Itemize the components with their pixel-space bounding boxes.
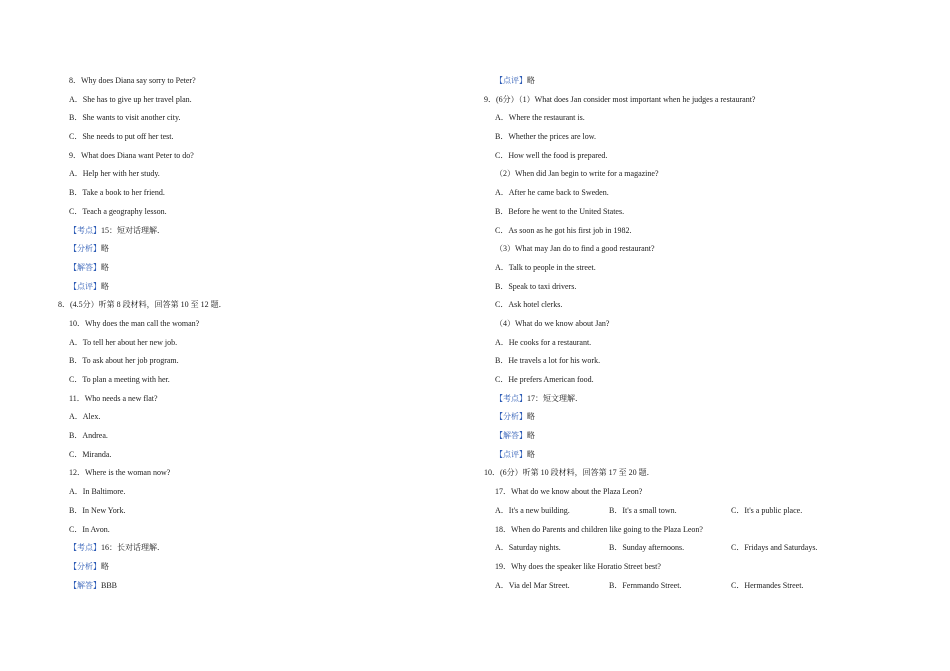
line-text: （4）What do we know about Jan? <box>495 318 610 328</box>
line-text: 17．What do we know about the Plaza Leon? <box>495 487 643 497</box>
line-text: 8．(4.5分）听第 8 段材料，回答第 10 至 12 题． <box>58 300 227 310</box>
line-text: A．To tell her about her new job. <box>69 337 178 347</box>
annotation-line <box>484 72 904 91</box>
line-text: B．To ask about her job program. <box>69 356 179 366</box>
answer-options-row <box>484 577 904 596</box>
line-text: C．In Avon. <box>69 524 110 534</box>
line-text: 9．What does Diana want Peter to do? <box>69 150 194 160</box>
answer-options-row <box>484 539 904 558</box>
question-line <box>58 408 458 427</box>
line-text: B．He travels a lot for his work. <box>495 356 601 366</box>
question-line <box>484 109 904 128</box>
line-text: （2）When did Jan begin to write for a magazine? <box>495 169 659 179</box>
question-line <box>484 315 904 334</box>
question-line <box>484 203 904 222</box>
line-text: 12．Where is the woman now? <box>69 468 171 478</box>
question-line <box>58 203 458 222</box>
line-text: 18．When do Parents and children like going to the Plaza Leon? <box>495 524 703 534</box>
question-line <box>484 296 904 315</box>
question-line <box>484 128 904 147</box>
question-line <box>484 184 904 203</box>
question-line <box>58 334 458 353</box>
line-text: 10．Why does the man call the woman? <box>69 318 200 328</box>
annotation-line <box>58 558 458 577</box>
question-line <box>484 558 904 577</box>
line-text: 9．(6分）（1）What does Jan consider most important when he judges a restaurant? <box>484 94 756 104</box>
answer-option: A．It's a new building. <box>495 505 570 515</box>
question-line <box>58 483 458 502</box>
annotation-tag: 【分析】 <box>69 244 101 254</box>
question-line <box>484 278 904 297</box>
line-text: A．In Baltimore. <box>69 487 126 497</box>
question-line <box>484 483 904 502</box>
right-column <box>484 72 904 595</box>
question-line <box>484 240 904 259</box>
line-text: （3）What may Jan do to find a good restaurant? <box>495 244 655 254</box>
question-line <box>484 352 904 371</box>
annotation-tag: 【考点】 <box>69 543 101 553</box>
line-text: 略 <box>101 244 109 254</box>
annotation-tag: 【解答】 <box>495 431 527 441</box>
annotation-tag: 【点评】 <box>495 76 527 85</box>
annotation-line <box>484 446 904 465</box>
question-line <box>58 91 458 110</box>
annotation-line <box>58 539 458 558</box>
annotation-tag: 【分析】 <box>69 561 101 571</box>
line-text: A．He cooks for a restaurant. <box>495 337 592 347</box>
line-text: 略 <box>527 412 535 422</box>
line-text: 19．Why does the speaker like Horatio Street best? <box>495 561 661 571</box>
question-line <box>484 147 904 166</box>
annotation-line <box>484 390 904 409</box>
answer-option: C．Fridays and Saturdays. <box>731 543 818 553</box>
answer-option: B．Sunday afternoons. <box>609 543 685 553</box>
annotation-tag: 【解答】 <box>69 580 101 590</box>
line-text: A．Alex. <box>69 412 101 422</box>
annotation-tag: 【考点】 <box>495 393 527 403</box>
line-text: 11．Who needs a new flat? <box>69 393 158 403</box>
question-line <box>58 315 458 334</box>
line-text: 略 <box>527 76 535 85</box>
answer-option: B．Fernmando Street. <box>609 580 682 590</box>
answer-option: C．Hermandes Street. <box>731 580 804 590</box>
line-text: A．Help her with her study. <box>69 169 160 179</box>
question-line <box>484 371 904 390</box>
line-text: C．Ask hotel clerks. <box>495 300 563 310</box>
question-line <box>58 109 458 128</box>
question-line <box>484 334 904 353</box>
annotation-line <box>58 577 458 596</box>
line-text: 略 <box>101 262 109 272</box>
answer-option: C．It's a public place. <box>731 505 803 515</box>
line-text: B．In New York. <box>69 505 126 515</box>
annotation-line <box>484 408 904 427</box>
line-text: 15：短对话理解． <box>101 225 165 235</box>
line-text: A．Where the restaurant is. <box>495 113 585 123</box>
annotation-tag: 【分析】 <box>495 412 527 422</box>
line-text: B．Speak to taxi drivers. <box>495 281 577 291</box>
annotation-tag: 【解答】 <box>69 262 101 272</box>
line-text: BBB <box>101 580 118 590</box>
question-line <box>58 371 458 390</box>
question-line <box>484 165 904 184</box>
line-text: C．As soon as he got his first job in 1982. <box>495 225 632 235</box>
annotation-line <box>484 427 904 446</box>
question-line <box>58 390 458 409</box>
line-text: C．Miranda. <box>69 449 112 459</box>
question-line <box>58 521 458 540</box>
annotation-line <box>58 222 458 241</box>
annotation-line <box>58 278 458 297</box>
question-line <box>58 446 458 465</box>
section-heading <box>484 91 904 110</box>
line-text: A．After he came back to Sweden. <box>495 188 609 198</box>
line-text: 略 <box>101 281 109 291</box>
line-text: B．Take a book to her friend. <box>69 188 165 198</box>
answer-options-row <box>484 502 904 521</box>
line-text: C．She needs to put off her test. <box>69 132 174 142</box>
line-text: C．How well the food is prepared. <box>495 150 608 160</box>
line-text: C．He prefers American food. <box>495 375 594 384</box>
question-line <box>484 521 904 540</box>
answer-option: A．Saturday nights. <box>495 543 561 553</box>
line-text: A．She has to give up her travel plan. <box>69 94 192 104</box>
line-text: B．Whether the prices are low. <box>495 132 596 142</box>
line-text: C．To plan a meeting with her. <box>69 375 170 384</box>
question-line <box>58 352 458 371</box>
line-text: B．She wants to visit another city. <box>69 113 181 123</box>
question-line <box>58 165 458 184</box>
question-line <box>58 72 458 91</box>
question-line <box>484 259 904 278</box>
question-line <box>58 128 458 147</box>
question-line <box>58 184 458 203</box>
section-heading <box>58 296 458 315</box>
annotation-tag: 【点评】 <box>495 449 527 459</box>
question-line <box>484 222 904 241</box>
line-text: 8．Why does Diana say sorry to Peter? <box>69 76 196 85</box>
annotation-tag: 【考点】 <box>69 225 101 235</box>
left-column <box>58 72 458 595</box>
annotation-tag: 【点评】 <box>69 281 101 291</box>
annotation-line <box>58 259 458 278</box>
line-text: 10．(6分）听第 10 段材料，回答第 17 至 20 题． <box>484 468 655 478</box>
answer-option: A．Via del Mar Street. <box>495 580 570 590</box>
section-heading <box>484 464 904 483</box>
question-line <box>58 464 458 483</box>
line-text: 略 <box>101 561 109 571</box>
line-text: 略 <box>527 449 535 459</box>
annotation-line <box>58 240 458 259</box>
answer-option: B．It's a small town. <box>609 505 677 515</box>
line-text: 略 <box>527 431 535 441</box>
line-text: A．Talk to people in the street. <box>495 262 596 272</box>
line-text: 17：短文理解． <box>527 393 583 403</box>
question-line <box>58 502 458 521</box>
line-text: B．Andrea. <box>69 431 108 441</box>
line-text: B．Before he went to the United States. <box>495 206 625 216</box>
question-line <box>58 147 458 166</box>
line-text: C．Teach a geography lesson. <box>69 206 167 216</box>
question-line <box>58 427 458 446</box>
line-text: 16：长对话理解． <box>101 543 165 553</box>
